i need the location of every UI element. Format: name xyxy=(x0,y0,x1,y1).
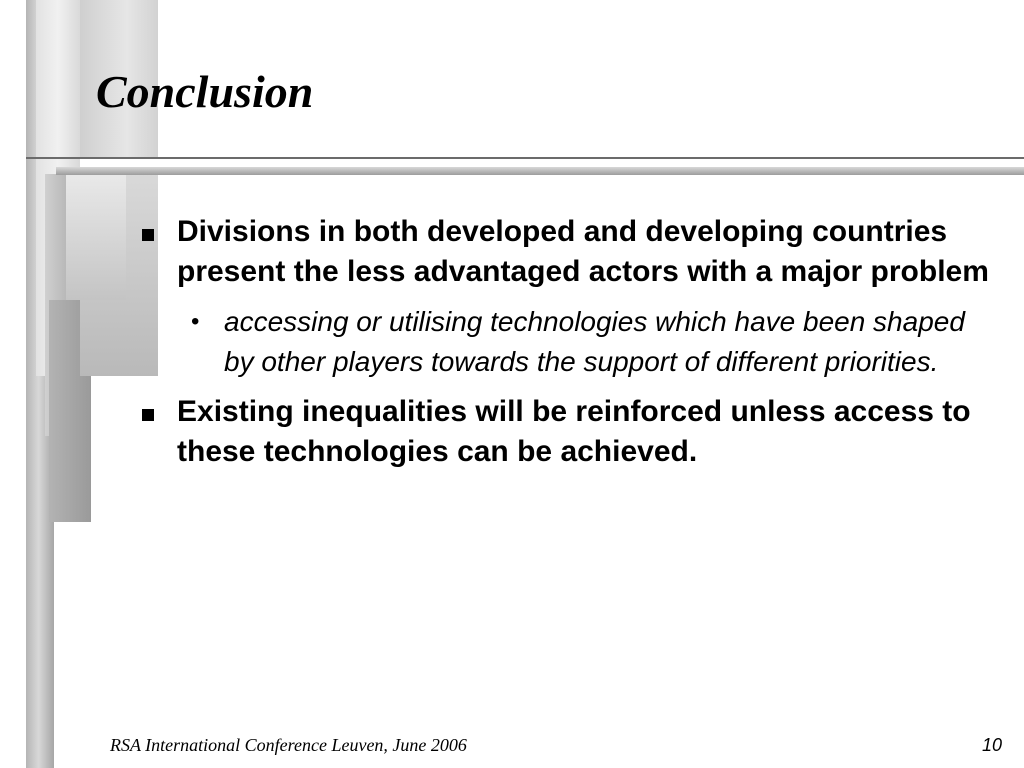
bullet-item xyxy=(140,392,1000,472)
title-divider-bar xyxy=(56,167,1024,175)
bullet-text: Divisions in both developed and developing countries present the less advantaged actors with a major problem xyxy=(177,215,989,288)
square-bullet-icon xyxy=(142,229,154,241)
bullet-text: Existing inequalities will be reinforced unless access to these technologies can be achieved. xyxy=(177,395,971,468)
title-divider-line xyxy=(26,157,1024,159)
round-bullet-icon: • xyxy=(191,308,200,335)
sub-bullet-text: accessing or utilising technologies which have been shaped by other players towards the support of different priorities. xyxy=(224,306,965,377)
bullet-item xyxy=(140,212,1000,292)
decorative-bar xyxy=(66,174,126,300)
footer-conference: RSA International Conference Leuven, June 2006 xyxy=(110,735,467,755)
sub-bullet-item xyxy=(191,302,1000,382)
square-bullet-icon xyxy=(142,409,154,421)
page-number: 10 xyxy=(981,735,1002,755)
slide-body xyxy=(140,212,1000,472)
slide-title: Conclusion xyxy=(96,66,314,117)
